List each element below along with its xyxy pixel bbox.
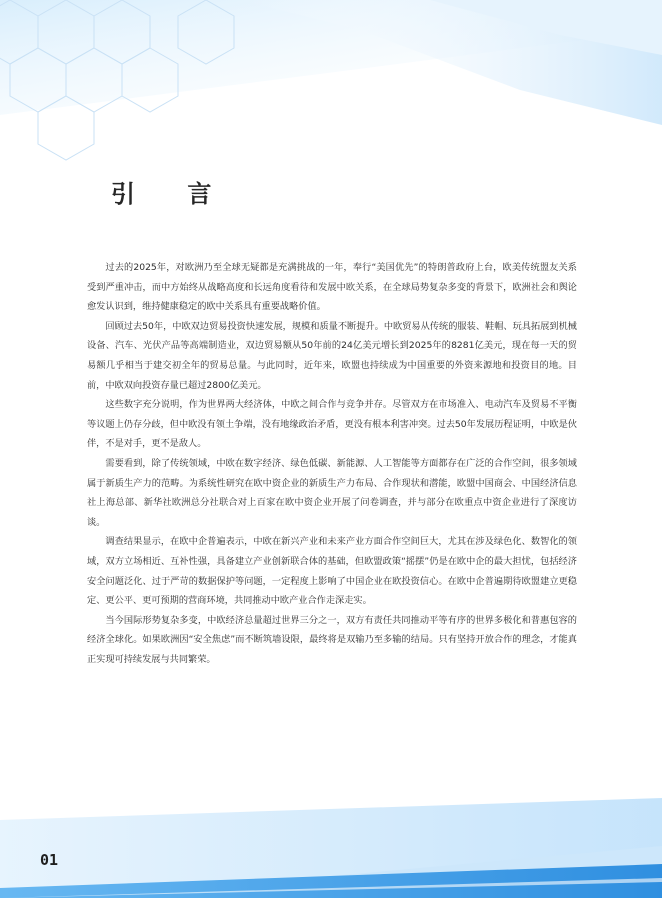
bottom-decoration (0, 798, 662, 898)
paragraph-3: 这些数字充分说明，作为世界两大经济体，中欧之间合作与竞争并存。尽管双方在市场准入、电动汽车及贸易不平衡等议题上仍存分歧，但中欧没有领土争端，没有地缘政治矛盾，更没有根本利害冲突。过去50年发展历程证明，中欧是伙伴，不是对手，更不是敌人。 (87, 399, 577, 450)
page-number: 01 (40, 851, 59, 869)
paragraph-2: 回顾过去50年，中欧双边贸易投资快速发展，规模和质量不断提升。中欧贸易从传统的服装、鞋帽、玩具拓展到机械设备、汽车、光伏产品等高端制造业，双边贸易额从50年前的24亿美元增长到2025年的8281亿美元，现在每一天的贸易额几乎相当于建交初全年的贸易总量。与此同时，近年来，欧盟也持续成为中国重要的外资来源地和投资目的地。目前，中欧双向投资存量已超过2800亿美元。 (87, 320, 577, 391)
paragraph-4: 需要看到，除了传统领域，中欧在数字经济、绿色低碳、新能源、人工智能等方面都存在广泛的合作空间，很多领域属于新质生产力的范畴。为系统性研究在欧中资企业的新质生产力布局、合作现状和潜能，欧盟中国商会、中国经济信息社上海总部、新华社欧洲总分社联合对上百家在欧中资企业开展了问卷调查，并与部分在欧重点中资企业进行了深度访谈。 (87, 457, 577, 528)
intro-body (87, 258, 577, 669)
page-title: 引 言 (111, 180, 234, 208)
paragraph-6: 当今国际形势复杂多变，中欧经济总量超过世界三分之一，双方有责任共同推动平等有序的世界多极化和普惠包容的经济全球化。如果欧洲因“安全焦虑”而不断筑墙设限，最终将是双输乃至多输的结局。只有坚持开放合作的理念，才能真正实现可持续发展与共同繁荣。 (87, 614, 577, 665)
paragraph-1: 过去的2025年，对欧洲乃至全球无疑都是充满挑战的一年，奉行“美国优先”的特朗普政府上台，欧美传统盟友关系受到严重冲击，而中方始终从战略高度和长远角度看待和发展中欧关系，在全球局势复杂多变的背景下，欧洲社会和舆论愈发认识到，维持健康稳定的欧中关系具有重要战略价值。 (87, 262, 577, 313)
paragraph-5: 调查结果显示，在欧中企普遍表示，中欧在新兴产业和未来产业方面合作空间巨大，尤其在涉及绿色化、数智化的领域，双方立场相近、互补性强，具备建立产业创新联合体的基础，但欧盟政策“摇摆”仍是在欧中企的最大担忧，包括经济安全问题泛化、过于严苛的数据保护等问题，一定程度上影响了中国企业在欧投资信心。在欧中企普遍期待欧盟建立更稳定、更公平、更可预期的营商环境，共同推动中欧产业合作走深走实。 (87, 536, 577, 607)
top-decoration (0, 0, 662, 210)
